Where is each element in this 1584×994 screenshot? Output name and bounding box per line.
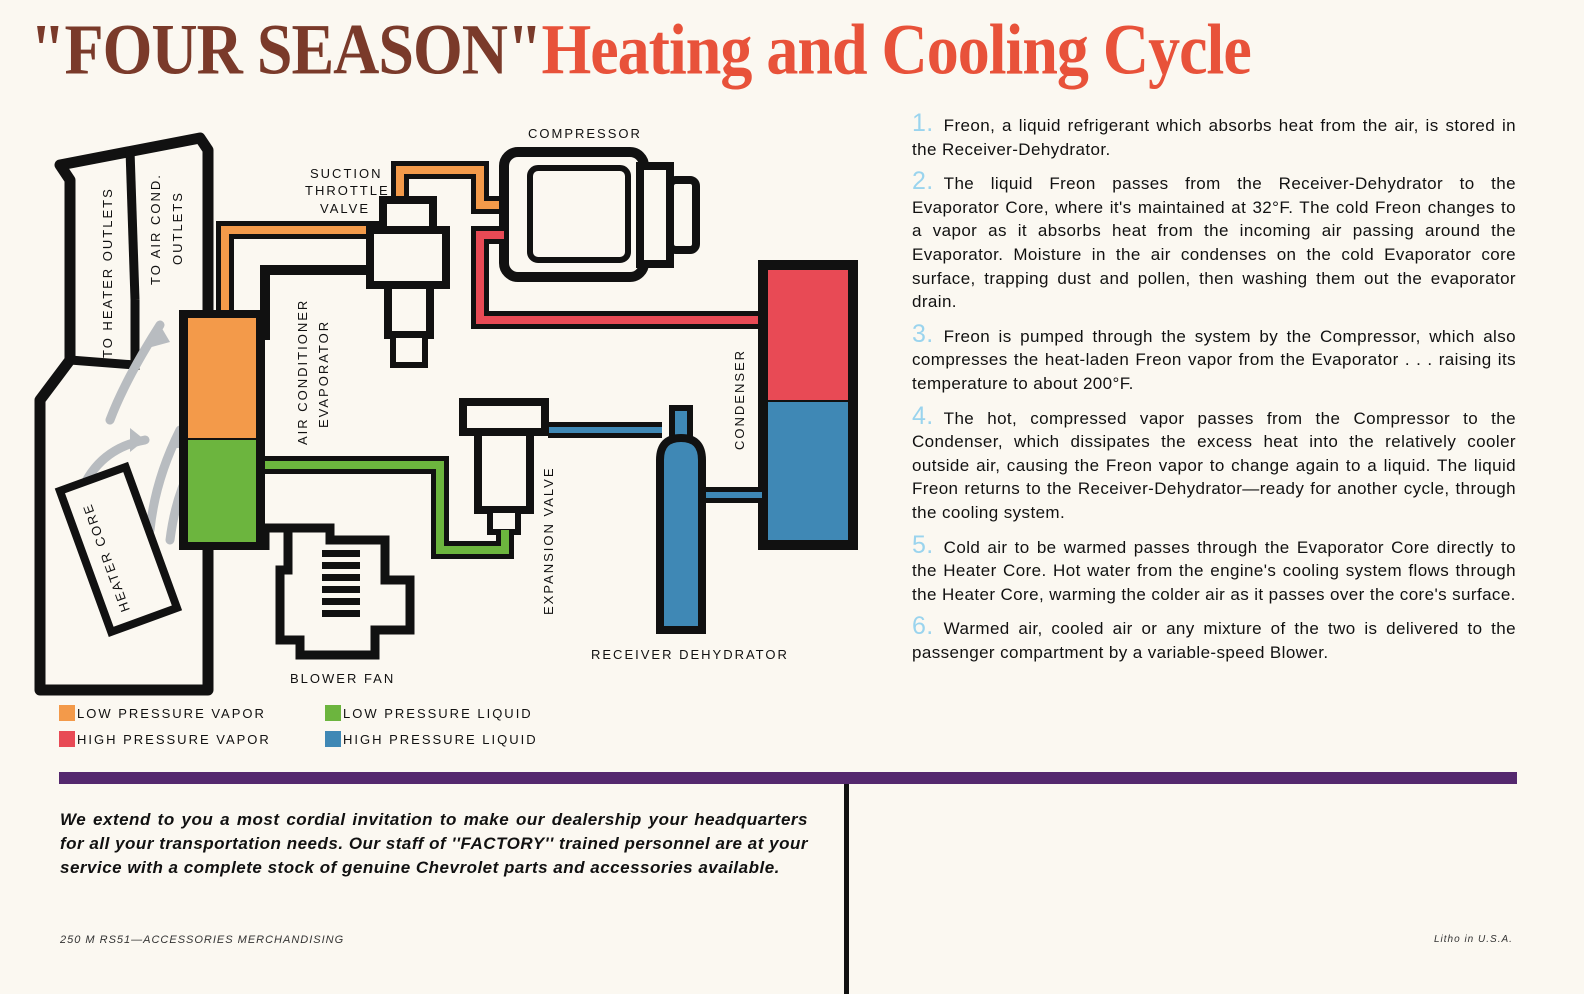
step-number: 4. [912, 401, 934, 430]
step-text: The liquid Freon passes from the Receiver-Dehydrator to the Evaporator Core, where it's maintained at 32°F. The cold Freon changes to a vapor as it absorbs heat from the incoming air passing around the Evaporator. Moisture in the air condenses on the cold Evaporator core surface, trapping dust and pollen, then washing them out the evaporator drain. [912, 174, 1516, 312]
receiver-dehydrator [660, 408, 702, 630]
step-number: 6. [912, 612, 934, 641]
step-text: Freon, a liquid refrigerant which absorbs heat from the air, is stored in the Receiver-Dehydrator. [912, 116, 1516, 159]
label-suction: SUCTION [310, 166, 383, 181]
legend-low-pressure-liquid [325, 705, 533, 721]
divider-bar [59, 772, 1517, 784]
step-number: 1. [912, 109, 934, 137]
footer-litho: Litho in U.S.A. [1434, 934, 1513, 945]
label-ac-outlets-2: OUTLETS [170, 191, 185, 265]
legend-label: LOW PRESSURE VAPOR [77, 705, 266, 721]
dealer-invitation: We extend to you a most cordial invitation to make our dealership your headquarters for all your transportation needs. Our staff of ''FACTORY'' trained personnel are at your service with a complete stock of genuine Chevrolet parts and accessories available. [60, 810, 808, 877]
title-four-season: "FOUR SEASON" [30, 9, 542, 90]
suction-throttle-valve [370, 200, 446, 365]
step-number: 3. [912, 319, 934, 348]
label-expansion-valve: EXPANSION VALVE [541, 466, 556, 615]
fold-line [844, 784, 849, 994]
label-valve: VALVE [320, 201, 370, 216]
label-condenser: CONDENSER [732, 348, 747, 450]
label-heater-core: HEATER CORE [79, 500, 133, 615]
page-title [30, 9, 1251, 90]
high-pressure-liquid-line [548, 430, 762, 495]
legend-label: HIGH PRESSURE LIQUID [343, 731, 538, 747]
legend-high-pressure-liquid [325, 731, 538, 747]
condenser [758, 260, 858, 550]
legend-high-pressure-vapor [59, 731, 271, 747]
label-evaporator-1: AIR CONDITIONER [295, 298, 310, 445]
step-number: 5. [912, 530, 934, 559]
step-2 [912, 167, 1516, 314]
legend-low-pressure-vapor [59, 705, 266, 721]
label-blower-fan: BLOWER FAN [290, 671, 396, 686]
step-text: The hot, compressed vapor passes from the Compressor to the Condenser, which dissipates the excess heat into the relatively cooler outside air, causing the Freon vapor to change again to a liquid. The liquid Freon returns to the Receiver-Dehydrator—ready for another cycle, through the cooling system. [912, 408, 1516, 522]
evaporator-core [179, 310, 265, 550]
compressor [504, 152, 696, 277]
label-throttle: THROTTLE [305, 183, 390, 198]
cycle-steps [912, 109, 1516, 673]
step-text: Cold air to be warmed passes through the Evaporator Core directly to the Heater Core. Hot water from the engine's cooling system flows through the Heater Core, warming the colder air as it passes over the core's surface. [912, 537, 1516, 604]
step-text: Warmed air, cooled air or any mixture of the two is delivered to the passenger compartment by a variable-speed Blower. [912, 619, 1516, 662]
label-compressor: COMPRESSOR [528, 126, 642, 141]
refrigeration-cycle-diagram [0, 110, 880, 710]
label-heater-outlets: TO HEATER OUTLETS [100, 187, 115, 358]
step-6 [912, 612, 1516, 664]
step-number: 2. [912, 167, 934, 196]
step-5 [912, 530, 1516, 607]
legend-swatch [59, 731, 75, 747]
legend-swatch [325, 705, 341, 721]
label-ac-outlets-1: TO AIR COND. [148, 173, 163, 285]
legend-swatch [59, 705, 75, 721]
expansion-valve-body [463, 402, 545, 532]
legend-label: LOW PRESSURE LIQUID [343, 705, 533, 721]
title-heating-cooling: Heating and Cooling Cycle [541, 9, 1251, 90]
step-text: Freon is pumped through the system by the Compressor, which also compresses the heat-laden Freon vapor from the Evaporator . . . raising its temperature to about 200°F. [912, 326, 1516, 393]
legend-swatch [325, 731, 341, 747]
footer-code: 250 M RS51—ACCESSORIES MERCHANDISING [60, 934, 345, 946]
legend-label: HIGH PRESSURE VAPOR [77, 731, 271, 747]
step-4 [912, 401, 1516, 525]
step-1 [912, 109, 1516, 161]
label-receiver-dehydrator: RECEIVER DEHYDRATOR [591, 647, 789, 662]
blower-fan [265, 528, 410, 655]
step-3 [912, 319, 1516, 396]
label-evaporator-2: EVAPORATOR [316, 319, 331, 428]
